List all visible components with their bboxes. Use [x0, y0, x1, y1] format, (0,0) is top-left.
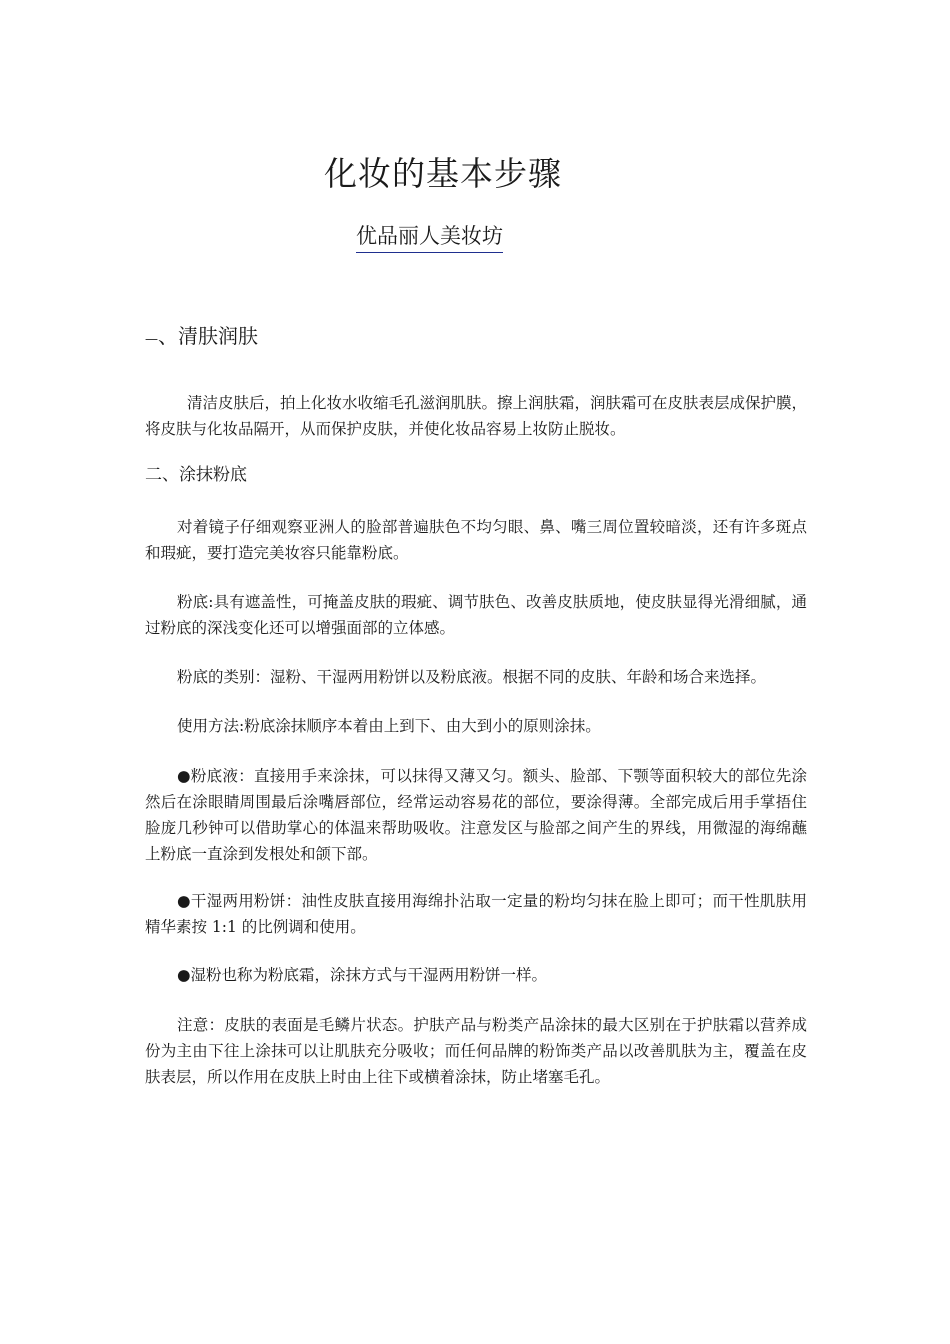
document-title: 化妆的基本步骤	[324, 154, 562, 193]
section-heading-2: 二、涂抹粉底	[145, 465, 247, 485]
paragraph-wet-powder: ●湿粉也称为粉底霜，涂抹方式与干湿两用粉饼一样。	[177, 966, 548, 984]
paragraph-liquid-foundation: ●粉底液：直接用手来涂抹，可以抹得又薄又匀。额头、脸部、下颚等面积较大的部位先涂然后在涂眼睛周围最后涂嘴唇部位，经常运动容易花的部位，要涂得薄。全部完成后用手掌捂住脸庞几秒钟可以借助掌心的体温来帮助吸收。注意发区与脸部之间产生的界线，用微湿的海绵蘸上粉底一直涂到发根处和颌下部。	[145, 767, 807, 863]
section-heading-1	[145, 322, 258, 354]
paragraph-foundation-types: 粉底的类别：湿粉、干湿两用粉饼以及粉底液。根据不同的皮肤、年龄和场合来选择。	[177, 668, 767, 686]
paragraph-note: 注意：皮肤的表面是毛鳞片状态。护肤产品与粉类产品涂抹的最大区别在于护肤霜以营养成份为主由下往上涂抹可以让肌肤充分吸收；而任何品牌的粉饰类产品以改善肌肤为主，覆盖在皮肤表层，所以作用在皮肤上时由上往下或横着涂抹，防止堵塞毛孔。	[145, 1016, 807, 1086]
paragraph-observe: 对着镜子仔细观察亚洲人的脸部普遍肤色不均匀眼、鼻、嘴三周位置较暗淡，还有许多斑点和瑕疵，要打造完美妆容只能靠粉底。	[145, 518, 807, 562]
paragraph-usage-method: 使用方法:粉底涂抹顺序本着由上到下、由大到小的原则涂抹。	[177, 717, 601, 735]
paragraph-cleanse: 清洁皮肤后，拍上化妆水收缩毛孔滋润肌肤。擦上润肤霜，润肤霜可在皮肤表层成保护膜，将皮肤与化妆品隔开，从而保护皮肤，并使化妆品容易上妆防止脱妆。	[145, 394, 808, 438]
document-subtitle: 优品丽人美妆坊	[356, 222, 503, 253]
paragraph-dual-use-powder: ●干湿两用粉饼：油性皮肤直接用海绵扑沾取一定量的粉均匀抹在脸上即可；而干性肌肤用精华素按 1:1 的比例调和使用。	[145, 892, 807, 936]
section-number-1: —	[145, 332, 158, 347]
paragraph-foundation-definition: 粉底:具有遮盖性，可掩盖皮肤的瑕疵、调节肤色、改善皮肤质地，使皮肤显得光滑细腻，通过粉底的深浅变化还可以增强面部的立体感。	[145, 593, 807, 637]
section-heading-1-text: 、清肤润肤	[158, 324, 258, 348]
